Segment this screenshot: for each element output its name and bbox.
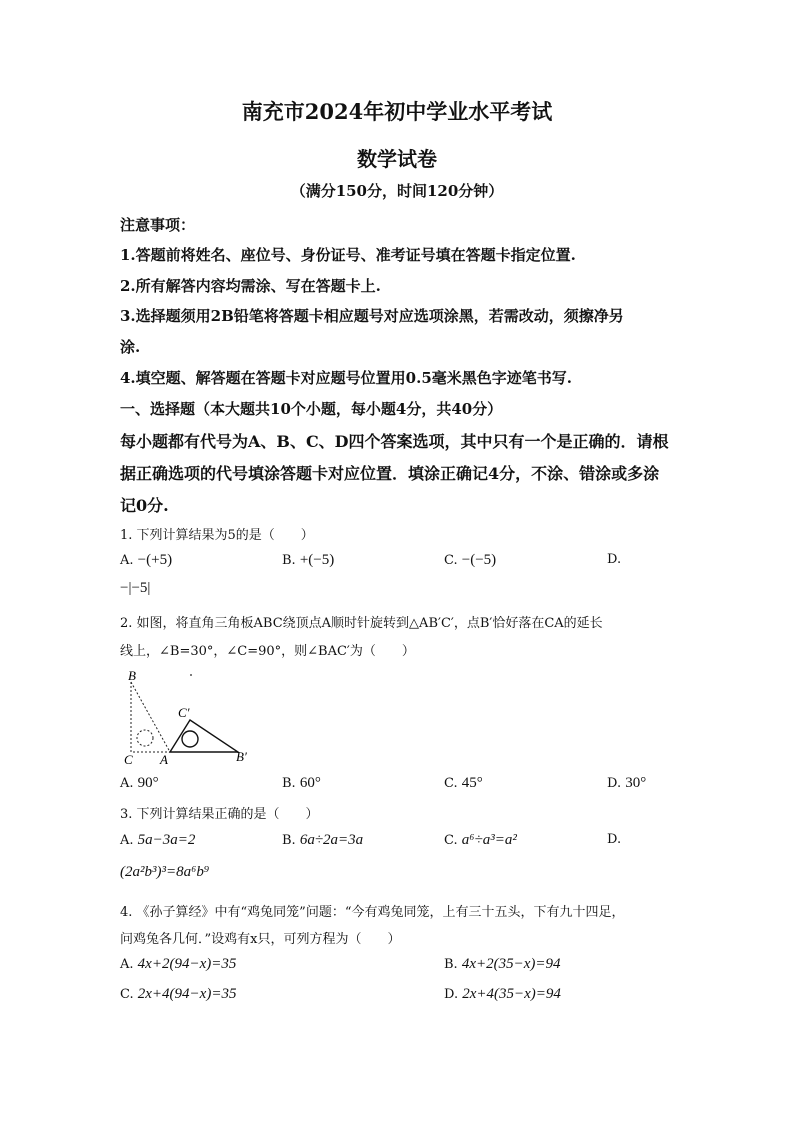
label-A: A bbox=[160, 752, 168, 767]
q4-option-b: B. 4x+2(35−x)=94 bbox=[444, 956, 561, 972]
notice-item-3-cont: 涂. bbox=[120, 338, 141, 356]
triangle-abpcp bbox=[170, 720, 238, 752]
q1-option-c: C. −(−5) bbox=[444, 552, 497, 568]
q1-option-d-label: D. bbox=[607, 552, 622, 567]
q2-option-b: B. 60° bbox=[282, 775, 321, 791]
q3-option-a: A. 5a−3a=2 bbox=[120, 832, 196, 848]
question-4-stem-2: 问鸡兔各几何．”设鸡有x只，可列方程为（ ） bbox=[120, 932, 401, 947]
exam-subject: 数学试卷 bbox=[357, 147, 437, 171]
q2-triangle-figure bbox=[120, 668, 270, 768]
section-heading: 一、选择题（本大题共10个小题，每小题4分，共40分） bbox=[120, 400, 503, 418]
notice-item-1: 1.答题前将姓名、座位号、身份证号、准考证号填在答题卡指定位置. bbox=[120, 246, 576, 264]
q3-option-d-label: D. bbox=[607, 832, 622, 847]
question-1-stem: 1. 下列计算结果为5的是（ ） bbox=[120, 528, 314, 543]
label-B: B bbox=[128, 668, 136, 683]
section-instruction-1: 每小题都有代号为A、B、C、D四个答案选项，其中只有一个是正确的．请根 bbox=[120, 432, 669, 451]
label-B-prime: B′ bbox=[236, 749, 247, 764]
label-C-prime: C′ bbox=[178, 705, 190, 720]
section-instruction-3: 记0分. bbox=[120, 496, 169, 515]
q4-option-a: A. 4x+2(94−x)=35 bbox=[120, 956, 237, 972]
q3-option-c: C. a⁶÷a³=a² bbox=[444, 832, 517, 848]
section-instruction-2: 据正确选项的代号填涂答题卡对应位置．填涂正确记4分，不涂、错涂或多涂 bbox=[120, 464, 660, 483]
notice-item-3: 3.选择题须用2B铅笔将答题卡相应题号对应选项涂黑，若需改动，须擦净另 bbox=[120, 307, 624, 325]
q1-option-a: A. −(+5) bbox=[120, 552, 173, 568]
stray-dot bbox=[190, 674, 192, 676]
exam-info: （满分150分，时间120分钟） bbox=[290, 182, 504, 200]
q1-option-b: B. +(−5) bbox=[282, 552, 335, 568]
q2-option-c: C. 45° bbox=[444, 775, 483, 791]
triangle-abpcp-hole bbox=[182, 731, 198, 747]
question-2-stem-1: 2. 如图，将直角三角板ABC绕顶点A顺时针旋转到△AB′C′，点B′恰好落在CA的延长 bbox=[120, 616, 603, 631]
q2-option-a: A. 90° bbox=[120, 775, 159, 791]
q1-option-d: −|−5| bbox=[120, 580, 151, 596]
q4-option-d: D. 2x+4(35−x)=94 bbox=[444, 986, 561, 1002]
question-2-stem-2: 线上，∠B=30°，∠C=90°，则∠BAC′为（ ） bbox=[120, 644, 415, 659]
triangle-abc-hole bbox=[137, 730, 153, 746]
q3-option-d: (2a²b³)³=8a⁶b⁹ bbox=[120, 864, 210, 880]
q4-option-c: C. 2x+4(94−x)=35 bbox=[120, 986, 237, 1002]
question-3-stem: 3. 下列计算结果正确的是（ ） bbox=[120, 807, 319, 822]
exam-title: 南充市2024年初中学业水平考试 bbox=[241, 99, 553, 124]
notice-item-4: 4.填空题、解答题在答题卡对应题号位置用0.5毫米黑色字迹笔书写. bbox=[120, 369, 572, 387]
notice-item-2: 2.所有解答内容均需涂、写在答题卡上. bbox=[120, 277, 381, 295]
notice-heading: 注意事项： bbox=[120, 216, 196, 234]
label-C: C bbox=[124, 752, 133, 767]
q3-option-b: B. 6a÷2a=3a bbox=[282, 832, 364, 848]
triangle-abc-hypotenuse bbox=[131, 682, 170, 752]
q2-option-d: D. 30° bbox=[607, 775, 647, 791]
question-4-stem-1: 4. 《孙子算经》中有“鸡兔同笼”问题：“今有鸡兔同笼，上有三十五头，下有九十四足， bbox=[120, 905, 625, 920]
